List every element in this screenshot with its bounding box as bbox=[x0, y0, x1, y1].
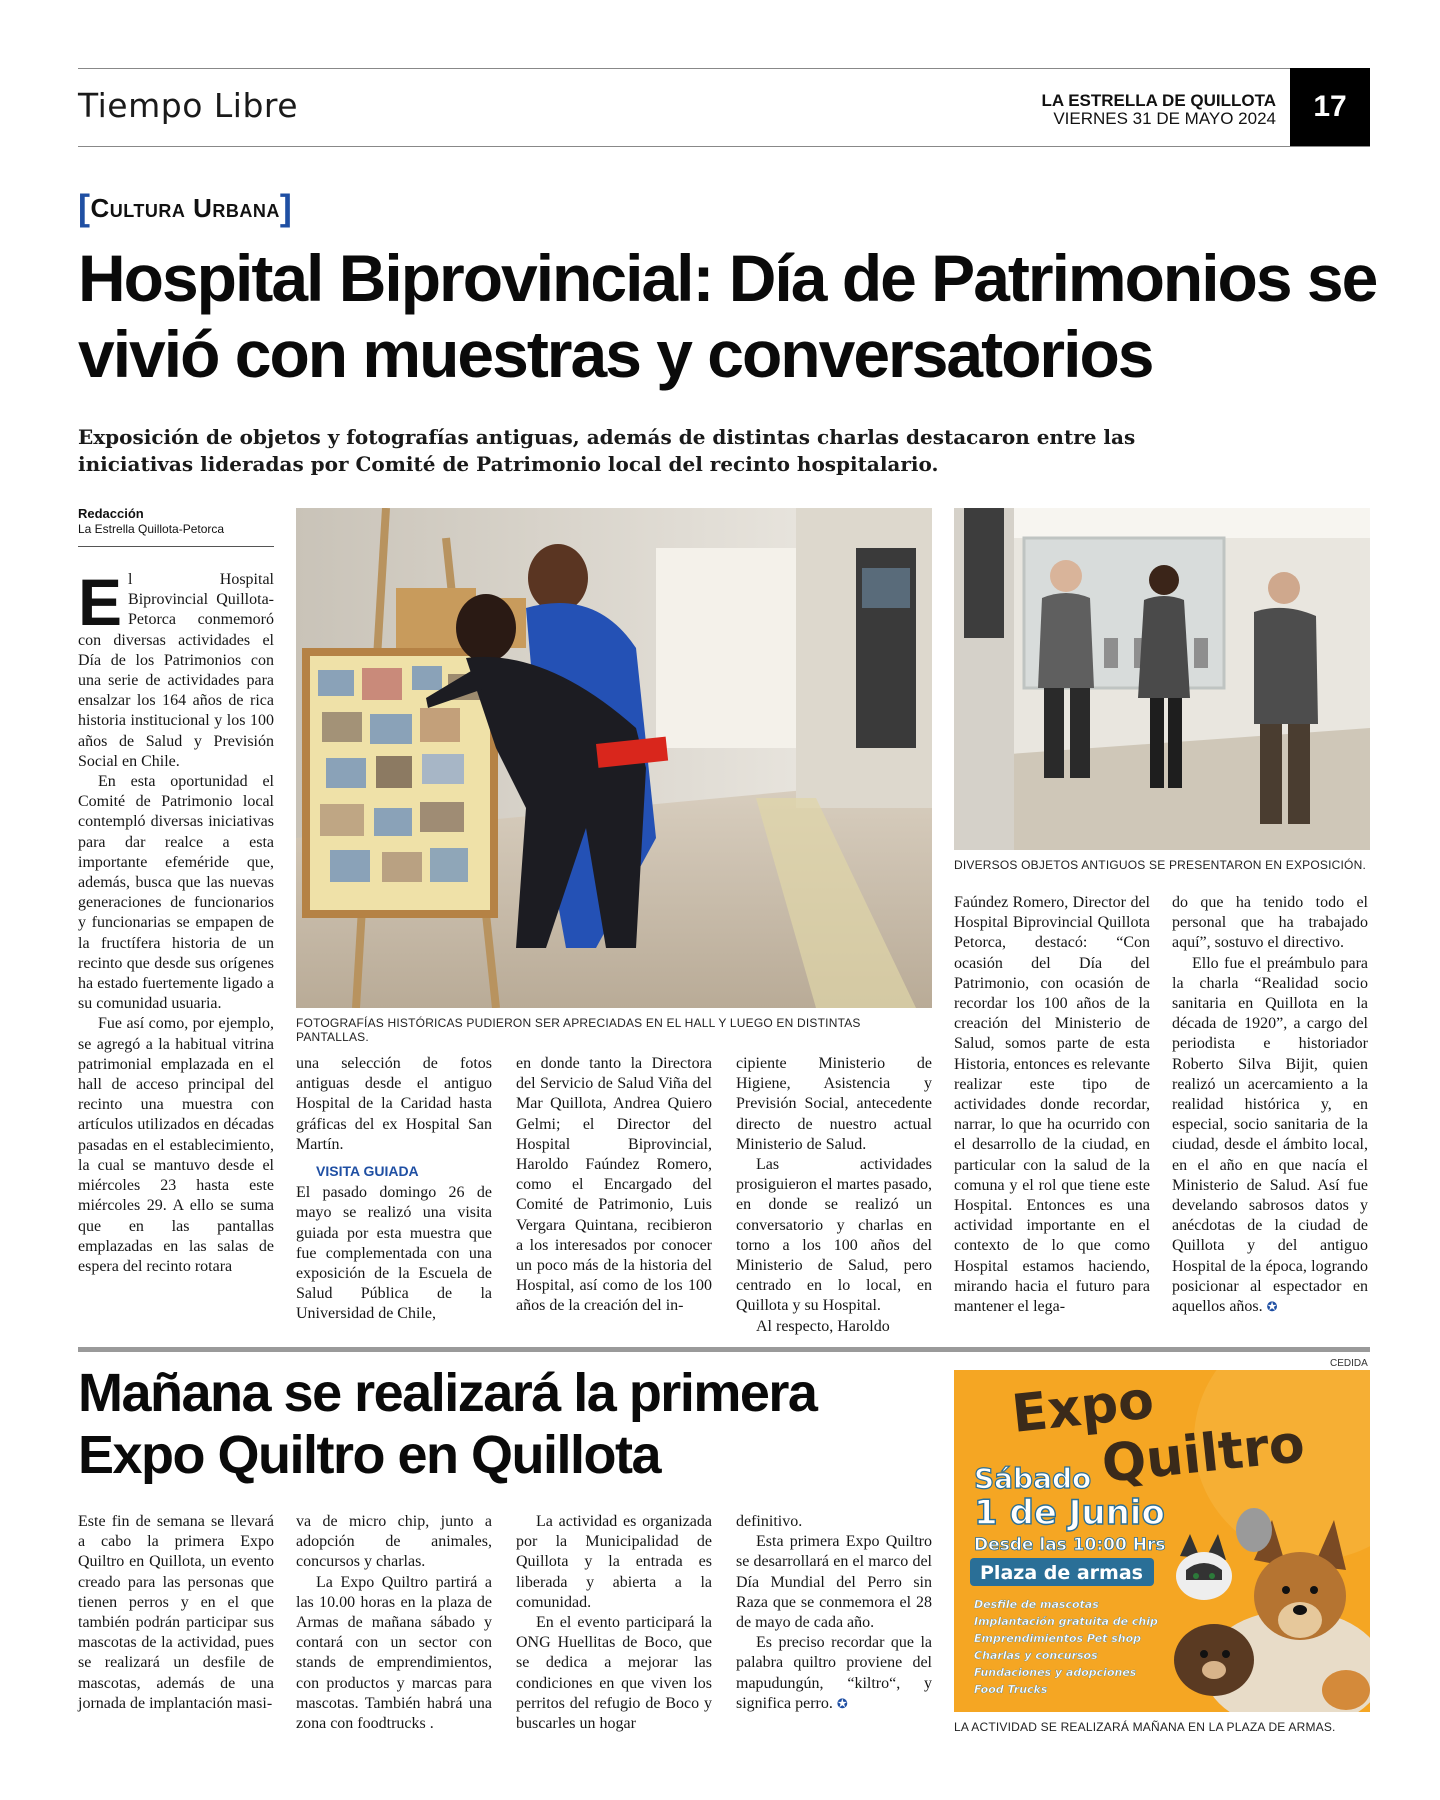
paragraph: El pasado domingo 26 de mayo se realizó una visita guiada por esta muestra que fue complementada con una exposición de la Escuela de Salud Pública de la Universidad de Chile, bbox=[296, 1184, 492, 1323]
expo-quiltro-poster bbox=[954, 1370, 1370, 1712]
byline-org: La Estrella Quillota-Petorca bbox=[78, 522, 225, 536]
poster-date: 1 de Junio bbox=[974, 1493, 1165, 1533]
paragraph: do que ha tenido todo el personal que ha trabajado aquí”, sostuvo el directivo. bbox=[1172, 894, 1368, 952]
headline: Hospital Biprovincial: Día de Patrimonios se vivió con muestras y conversatorios bbox=[78, 241, 1377, 391]
paragraph-text: Es preciso recordar que la palabra quiltro proviene del mapudungún, “kiltro“, y significa perro. bbox=[736, 1634, 932, 1712]
story1-column-1 bbox=[78, 565, 274, 1277]
photo-credit: CEDIDA bbox=[1330, 1358, 1368, 1369]
story2-column-2 bbox=[296, 1512, 492, 1734]
photo-illustration-hall bbox=[954, 508, 1370, 850]
paragraph: definitivo. bbox=[736, 1513, 803, 1530]
headline-expo-quiltro: Mañana se realizará la primera Expo Quiltro en Quillota bbox=[78, 1363, 817, 1485]
story1-column-4 bbox=[736, 1054, 932, 1337]
story2-column-4 bbox=[736, 1512, 932, 1715]
paragraph: En el evento participará la ONG Huellitas de Boco, que se dedica a mejorar las condiciones en que viven los perritos del refugio de Boco y buscarles un hogar bbox=[516, 1614, 712, 1733]
paragraph-text: l Hospital Biprovincial Quillota-Petorca conmemoró con diversas actividades el Día de los Patrimonios con una serie de actividades para ensalzar los 164 años de rica historia institucional y los 100 años de Salud y Previsión Social en Chile. bbox=[78, 571, 274, 770]
paragraph-text: Ello fue el preámbulo para la charla “Realidad socio sanitaria en Quillota en la década de 1920”, a cargo del periodista e historiador Roberto Silva Bijit, quien realizó un acercamiento a la realidad histórica y, en especial, socio sanitaria de la ciudad, desde el ámbito local, en el año en que nacía el Ministerio de Salud. Así fue develando sabrosos datos y anécdotas de la ciudad de Quillota y del antiguo Hospital de la época, logrando posicionar al espectador en aquellos años. bbox=[1172, 954, 1368, 1316]
end-mark-icon: ✪ bbox=[1266, 1300, 1278, 1316]
paragraph: Las actividades prosiguieron el martes pasado, en donde se realizó un conversatorio y charlas en torno a los 100 años del Ministerio de Salud, pero centrado en lo local, en Quillota y su Hospital. bbox=[736, 1156, 932, 1315]
paragraph: Fue así como, por ejemplo, se agregó a la habitual vitrina patrimonial emplazada en el hall de acceso principal del recinto una muestra con artículos utilizados en décadas pasadas en el establecimiento, la cual se mantuvo desde el miércoles 23 hasta este miércoles 29. A ello se suma que en las pantallas emplazadas en las salas de espera del recinto rotara bbox=[78, 1015, 274, 1275]
paragraph: Faúndez Romero, Director del Hospital Biprovincial Quillota Petorca, destacó: “Con ocasión del Día del Patrimonio, con ocasión de recordar los 100 años de la creación del Ministerio de Salud, somos parte de esta Historia, entonces es relevante realizar este tipo de actividades donde recordar, narrar, lo que ha ocurrido con el desarrollo de la ciudad, en particular con la salud de la comuna y el rol que tiene este Hospital. Entonces es una actividad importante en el contexto de lo que como Hospital estamos haciendo, mirando hacia el futuro para mantener el lega- bbox=[954, 894, 1150, 1316]
paragraph: en donde tanto la Directora del Servicio de Salud Viña del Mar Quillota, Andrea Quiero Gelmi; el Director del Hospital Biprovincial, Haroldo Faúndez Romero, como el Encargado del Comité de Patrimonio, Luis Vergara Quintana, recibieron a los interesados por conocer un poco más de la historia del Hospital, así como de los 100 años de la creación del in- bbox=[516, 1055, 712, 1315]
story-separator bbox=[78, 1347, 1370, 1352]
issue-date: VIERNES 31 DE MAYO 2024 bbox=[1053, 109, 1276, 128]
page-number: 17 bbox=[1290, 68, 1370, 146]
section-name: Tiempo Libre bbox=[78, 86, 299, 125]
poster-title-1: Expo bbox=[1009, 1370, 1157, 1445]
dropcap: E bbox=[78, 565, 123, 639]
paragraph: La actividad es organizada por la Municipalidad de Quillota y la entrada es liberada y abierta a la comunidad. bbox=[516, 1513, 712, 1611]
paragraph bbox=[78, 565, 274, 772]
story1-column-3 bbox=[516, 1054, 712, 1317]
paragraph: Esta primera Expo Quiltro se desarrollará en el marco del Día Mundial del Perro sin Raza que se conmemora el 28 de mayo de cada año. bbox=[736, 1533, 932, 1632]
poster-item: Emprendimientos Pet shop bbox=[974, 1632, 1142, 1645]
paragraph: En esta oportunidad el Comité de Patrimonio local contempló diversas iniciativas para dar realce a esta importante efeméride que, además, busca que las nuevas generaciones de funcionarios y funcionarias se empapen de la fructífera historia de un recinto que desde sus orígenes ha estado fuertemente ligado a su comunidad usuaria. bbox=[78, 773, 274, 1013]
paragraph: una selección de fotos antiguas desde el antiguo Hospital de la Caridad hasta gráficas del ex Hospital San Martín. bbox=[296, 1055, 492, 1153]
story2-column-1 bbox=[78, 1512, 274, 1714]
story2-column-3 bbox=[516, 1512, 712, 1734]
header-bottom-rule bbox=[78, 146, 1370, 147]
byline-rule bbox=[78, 546, 274, 547]
paragraph bbox=[736, 1633, 932, 1715]
poster-item: Food Trucks bbox=[974, 1683, 1048, 1696]
photo-exhibition-hall bbox=[954, 508, 1370, 850]
poster-graphic bbox=[954, 1370, 1370, 1712]
photo-caption-main: FOTOGRAFÍAS HISTÓRICAS PUDIERON SER APRECIADAS EN EL HALL Y LUEGO EN DISTINTAS PANTALLAS. bbox=[296, 1016, 861, 1044]
paragraph: Al respecto, Haroldo bbox=[756, 1317, 890, 1335]
kicker-bracket-left: [ bbox=[78, 187, 91, 228]
poster-item: Charlas y concursos bbox=[974, 1649, 1098, 1662]
photo-historic-exhibit bbox=[296, 508, 932, 1008]
poster-time: Desde las 10:00 Hrs bbox=[974, 1535, 1166, 1555]
end-mark-icon: ✪ bbox=[836, 1696, 848, 1712]
paragraph: va de micro chip, junto a adopción de animales, concursos y charlas. bbox=[296, 1513, 492, 1571]
photo-illustration bbox=[296, 508, 932, 1008]
kicker-text: Cultura Urbana bbox=[90, 193, 280, 223]
poster-item: Fundaciones y adopciones bbox=[974, 1666, 1137, 1679]
byline: Redacción bbox=[78, 506, 144, 521]
poster-day: Sábado bbox=[974, 1462, 1092, 1495]
poster-place: Plaza de armas bbox=[980, 1562, 1143, 1584]
paragraph bbox=[1172, 954, 1368, 1319]
kicker bbox=[78, 184, 292, 226]
kicker-bracket-right: ] bbox=[279, 187, 293, 228]
paragraph: Este fin de semana se llevará a cabo la primera Expo Quiltro en Quillota, un evento creado para las personas que tienen perros y en el que también podrán participar sus mascotas de la actividad, pues se realizará un desfile de mascotas, además de una jornada de implantación masi- bbox=[78, 1513, 274, 1712]
newspaper-name: LA ESTRELLA DE QUILLOTA bbox=[1041, 91, 1276, 110]
header-top-rule bbox=[78, 68, 1370, 69]
deck: Exposición de objetos y fotografías antiguas, además de distintas charlas destacaron entre las iniciativas lideradas por Comité de Patrimonio local del recinto hospitalario. bbox=[78, 425, 1136, 476]
poster-title-2: Quiltro bbox=[1099, 1414, 1308, 1495]
subhead-visita-guiada: VISITA GUIADA bbox=[316, 1163, 419, 1180]
poster-item: Implantación gratuita de chip bbox=[974, 1615, 1158, 1628]
photo-caption-right: DIVERSOS OBJETOS ANTIGUOS SE PRESENTARON EN EXPOSICIÓN. bbox=[954, 858, 1366, 872]
paragraph: La Expo Quiltro partirá a las 10.00 horas en la plaza de Armas de mañana sábado y contará con un sector con stands de emprendimientos, con productos y marcas para mascotas. También habrá una zona con foodtrucks . bbox=[296, 1573, 492, 1733]
paragraph: cipiente Ministerio de Higiene, Asistencia y Previsión Social, antecedente directo de nuestro actual Ministerio de Salud. bbox=[736, 1055, 932, 1153]
story1-column-6 bbox=[1172, 893, 1368, 1318]
poster-item: Desfile de mascotas bbox=[974, 1598, 1099, 1611]
poster-caption: LA ACTIVIDAD SE REALIZARÁ MAÑANA EN LA PLAZA DE ARMAS. bbox=[954, 1720, 1336, 1734]
story1-column-2 bbox=[296, 1054, 492, 1325]
story1-column-5 bbox=[954, 893, 1150, 1317]
